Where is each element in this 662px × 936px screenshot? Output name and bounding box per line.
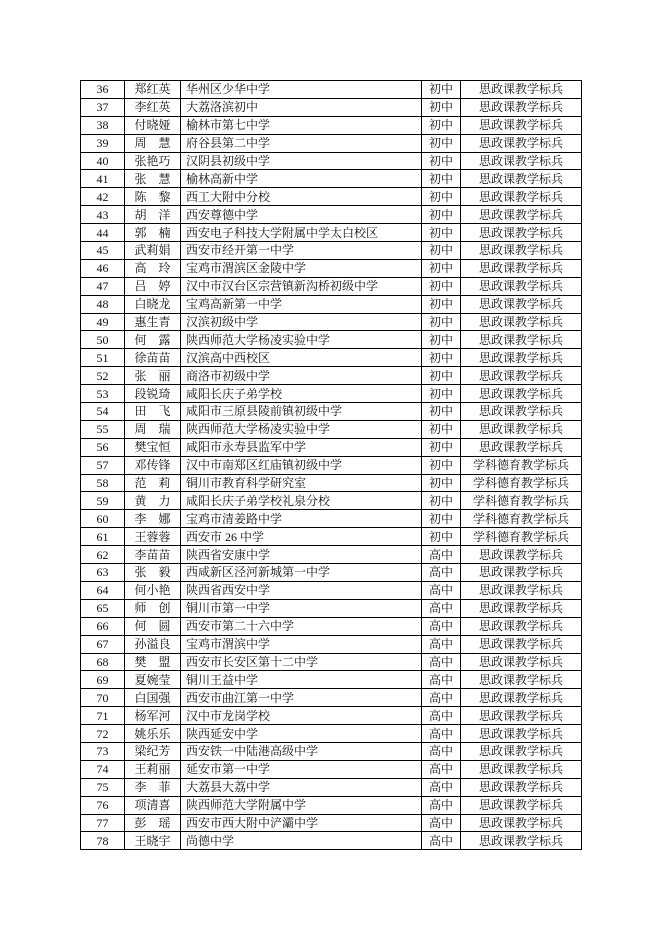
table-row xyxy=(81,564,582,582)
teacher-name-cell: 姚乐乐 xyxy=(125,725,181,743)
table-row xyxy=(81,796,582,814)
school-level-cell: 初中 xyxy=(422,456,461,474)
row-number-cell: 49 xyxy=(81,313,125,331)
row-number-cell: 43 xyxy=(81,206,125,224)
teacher-name-cell: 樊宝恒 xyxy=(125,438,181,456)
school-name-cell: 汉阴县初级中学 xyxy=(181,152,422,170)
award-title-cell: 思政课教学标兵 xyxy=(461,814,582,832)
table-row xyxy=(81,725,582,743)
school-name-cell: 陕西延安中学 xyxy=(181,725,422,743)
school-name-cell: 榆林高新中学 xyxy=(181,170,422,188)
teacher-name-cell: 樊 盟 xyxy=(125,653,181,671)
table-row xyxy=(81,349,582,367)
teacher-name-cell: 梁纪芳 xyxy=(125,742,181,760)
school-level-cell: 初中 xyxy=(422,242,461,260)
teacher-name-cell: 白晓龙 xyxy=(125,295,181,313)
award-title-cell: 思政课教学标兵 xyxy=(461,224,582,242)
table-row xyxy=(81,98,582,116)
row-number-cell: 56 xyxy=(81,438,125,456)
teacher-name-cell: 张艳巧 xyxy=(125,152,181,170)
award-title-cell: 思政课教学标兵 xyxy=(461,116,582,134)
table-row xyxy=(81,832,582,850)
table-row xyxy=(81,438,582,456)
row-number-cell: 44 xyxy=(81,224,125,242)
row-number-cell: 38 xyxy=(81,116,125,134)
row-number-cell: 68 xyxy=(81,653,125,671)
teacher-name-cell: 陈 黎 xyxy=(125,188,181,206)
award-title-cell: 思政课教学标兵 xyxy=(461,420,582,438)
award-list-table xyxy=(80,80,582,850)
school-name-cell: 西安市第二十六中学 xyxy=(181,617,422,635)
row-number-cell: 55 xyxy=(81,420,125,438)
table-row xyxy=(81,259,582,277)
table-row xyxy=(81,367,582,385)
award-title-cell: 思政课教学标兵 xyxy=(461,385,582,403)
teacher-name-cell: 郭 楠 xyxy=(125,224,181,242)
school-name-cell: 宝鸡市渭滨区金陵中学 xyxy=(181,259,422,277)
row-number-cell: 72 xyxy=(81,725,125,743)
school-level-cell: 初中 xyxy=(422,403,461,421)
teacher-name-cell: 范 莉 xyxy=(125,474,181,492)
table-row xyxy=(81,492,582,510)
row-number-cell: 57 xyxy=(81,456,125,474)
teacher-name-cell: 徐苗苗 xyxy=(125,349,181,367)
award-title-cell: 学科德育教学标兵 xyxy=(461,456,582,474)
award-title-cell: 思政课教学标兵 xyxy=(461,671,582,689)
school-level-cell: 初中 xyxy=(422,420,461,438)
row-number-cell: 51 xyxy=(81,349,125,367)
table-row xyxy=(81,152,582,170)
teacher-name-cell: 李苗苗 xyxy=(125,546,181,564)
award-title-cell: 思政课教学标兵 xyxy=(461,188,582,206)
table-row xyxy=(81,206,582,224)
school-level-cell: 初中 xyxy=(422,528,461,546)
school-name-cell: 西安市长安区第十二中学 xyxy=(181,653,422,671)
school-level-cell: 高中 xyxy=(422,760,461,778)
school-name-cell: 大荔县大荔中学 xyxy=(181,778,422,796)
school-name-cell: 西安市经开第一中学 xyxy=(181,242,422,260)
row-number-cell: 59 xyxy=(81,492,125,510)
award-title-cell: 思政课教学标兵 xyxy=(461,242,582,260)
school-level-cell: 高中 xyxy=(422,689,461,707)
award-title-cell: 思政课教学标兵 xyxy=(461,438,582,456)
table-row xyxy=(81,671,582,689)
school-level-cell: 高中 xyxy=(422,832,461,850)
teacher-name-cell: 王蓉蓉 xyxy=(125,528,181,546)
row-number-cell: 45 xyxy=(81,242,125,260)
table-row xyxy=(81,581,582,599)
school-level-cell: 高中 xyxy=(422,778,461,796)
teacher-name-cell: 孙溢良 xyxy=(125,635,181,653)
row-number-cell: 70 xyxy=(81,689,125,707)
table-row xyxy=(81,689,582,707)
table-row xyxy=(81,510,582,528)
row-number-cell: 75 xyxy=(81,778,125,796)
school-level-cell: 高中 xyxy=(422,546,461,564)
school-name-cell: 汉滨高中西校区 xyxy=(181,349,422,367)
table-row xyxy=(81,546,582,564)
award-title-cell: 思政课教学标兵 xyxy=(461,635,582,653)
row-number-cell: 39 xyxy=(81,134,125,152)
school-level-cell: 初中 xyxy=(422,474,461,492)
table-row xyxy=(81,653,582,671)
school-name-cell: 铜川市第一中学 xyxy=(181,599,422,617)
school-name-cell: 铜川王益中学 xyxy=(181,671,422,689)
row-number-cell: 66 xyxy=(81,617,125,635)
school-level-cell: 初中 xyxy=(422,152,461,170)
row-number-cell: 73 xyxy=(81,742,125,760)
table-row xyxy=(81,295,582,313)
teacher-name-cell: 段锐琦 xyxy=(125,385,181,403)
school-name-cell: 汉中市汉台区宗营镇新沟桥初级中学 xyxy=(181,277,422,295)
award-title-cell: 思政课教学标兵 xyxy=(461,152,582,170)
teacher-name-cell: 付晓娅 xyxy=(125,116,181,134)
teacher-name-cell: 王晓宇 xyxy=(125,832,181,850)
school-level-cell: 初中 xyxy=(422,367,461,385)
row-number-cell: 61 xyxy=(81,528,125,546)
school-name-cell: 咸阳市永寿县监军中学 xyxy=(181,438,422,456)
award-title-cell: 思政课教学标兵 xyxy=(461,796,582,814)
table-row xyxy=(81,116,582,134)
award-title-cell: 思政课教学标兵 xyxy=(461,134,582,152)
school-level-cell: 初中 xyxy=(422,277,461,295)
school-level-cell: 初中 xyxy=(422,206,461,224)
teacher-name-cell: 师 创 xyxy=(125,599,181,617)
row-number-cell: 41 xyxy=(81,170,125,188)
row-number-cell: 76 xyxy=(81,796,125,814)
award-title-cell: 思政课教学标兵 xyxy=(461,760,582,778)
school-name-cell: 西安市曲江第一中学 xyxy=(181,689,422,707)
table-row xyxy=(81,474,582,492)
school-name-cell: 陕西省西安中学 xyxy=(181,581,422,599)
school-name-cell: 西安电子科技大学附属中学太白校区 xyxy=(181,224,422,242)
award-title-cell: 思政课教学标兵 xyxy=(461,742,582,760)
award-title-cell: 思政课教学标兵 xyxy=(461,259,582,277)
school-level-cell: 初中 xyxy=(422,98,461,116)
award-title-cell: 思政课教学标兵 xyxy=(461,295,582,313)
row-number-cell: 54 xyxy=(81,403,125,421)
row-number-cell: 40 xyxy=(81,152,125,170)
row-number-cell: 36 xyxy=(81,81,125,99)
teacher-name-cell: 何小艳 xyxy=(125,581,181,599)
school-name-cell: 华州区少华中学 xyxy=(181,81,422,99)
school-level-cell: 初中 xyxy=(422,81,461,99)
school-name-cell: 宝鸡高新第一中学 xyxy=(181,295,422,313)
award-title-cell: 学科德育教学标兵 xyxy=(461,474,582,492)
school-name-cell: 榆林市第七中学 xyxy=(181,116,422,134)
table-row xyxy=(81,635,582,653)
table-row xyxy=(81,617,582,635)
teacher-name-cell: 何 露 xyxy=(125,331,181,349)
teacher-name-cell: 白国强 xyxy=(125,689,181,707)
school-name-cell: 汉滨初级中学 xyxy=(181,313,422,331)
school-name-cell: 咸阳长庆子弟学校 xyxy=(181,385,422,403)
table-row xyxy=(81,420,582,438)
row-number-cell: 52 xyxy=(81,367,125,385)
award-title-cell: 思政课教学标兵 xyxy=(461,367,582,385)
school-name-cell: 宝鸡市渭滨中学 xyxy=(181,635,422,653)
school-level-cell: 初中 xyxy=(422,224,461,242)
row-number-cell: 50 xyxy=(81,331,125,349)
table-row xyxy=(81,81,582,99)
school-name-cell: 商洛市初级中学 xyxy=(181,367,422,385)
school-level-cell: 初中 xyxy=(422,510,461,528)
table-row xyxy=(81,331,582,349)
school-level-cell: 初中 xyxy=(422,492,461,510)
table-row xyxy=(81,277,582,295)
school-name-cell: 西咸新区泾河新城第一中学 xyxy=(181,564,422,582)
school-level-cell: 初中 xyxy=(422,385,461,403)
teacher-name-cell: 高 玲 xyxy=(125,259,181,277)
row-number-cell: 64 xyxy=(81,581,125,599)
award-title-cell: 思政课教学标兵 xyxy=(461,581,582,599)
school-name-cell: 西安市西大附中浐灞中学 xyxy=(181,814,422,832)
award-title-cell: 思政课教学标兵 xyxy=(461,206,582,224)
table-row xyxy=(81,242,582,260)
row-number-cell: 74 xyxy=(81,760,125,778)
row-number-cell: 69 xyxy=(81,671,125,689)
school-level-cell: 高中 xyxy=(422,814,461,832)
school-level-cell: 初中 xyxy=(422,259,461,277)
teacher-name-cell: 张 慧 xyxy=(125,170,181,188)
award-title-cell: 思政课教学标兵 xyxy=(461,599,582,617)
award-title-cell: 思政课教学标兵 xyxy=(461,778,582,796)
school-level-cell: 高中 xyxy=(422,796,461,814)
teacher-name-cell: 武莉娟 xyxy=(125,242,181,260)
table-row xyxy=(81,760,582,778)
award-title-cell: 思政课教学标兵 xyxy=(461,725,582,743)
table-row xyxy=(81,707,582,725)
row-number-cell: 67 xyxy=(81,635,125,653)
award-title-cell: 思政课教学标兵 xyxy=(461,707,582,725)
school-name-cell: 尚德中学 xyxy=(181,832,422,850)
teacher-name-cell: 田 飞 xyxy=(125,403,181,421)
school-name-cell: 西安市 26 中学 xyxy=(181,528,422,546)
teacher-name-cell: 李 娜 xyxy=(125,510,181,528)
teacher-name-cell: 周 慧 xyxy=(125,134,181,152)
school-name-cell: 咸阳市三原县陵前镇初级中学 xyxy=(181,403,422,421)
school-name-cell: 汉中市南郑区红庙镇初级中学 xyxy=(181,456,422,474)
school-name-cell: 大荔洛滨初中 xyxy=(181,98,422,116)
table-row xyxy=(81,313,582,331)
table-row xyxy=(81,224,582,242)
school-level-cell: 初中 xyxy=(422,438,461,456)
school-name-cell: 陕西省安康中学 xyxy=(181,546,422,564)
school-level-cell: 高中 xyxy=(422,742,461,760)
teacher-name-cell: 惠生青 xyxy=(125,313,181,331)
school-name-cell: 西安尊德中学 xyxy=(181,206,422,224)
table-body xyxy=(81,81,582,850)
row-number-cell: 53 xyxy=(81,385,125,403)
row-number-cell: 63 xyxy=(81,564,125,582)
school-name-cell: 铜川市教育科学研究室 xyxy=(181,474,422,492)
row-number-cell: 62 xyxy=(81,546,125,564)
teacher-name-cell: 吕 婷 xyxy=(125,277,181,295)
school-level-cell: 初中 xyxy=(422,170,461,188)
teacher-name-cell: 彭 瑶 xyxy=(125,814,181,832)
row-number-cell: 42 xyxy=(81,188,125,206)
school-level-cell: 高中 xyxy=(422,635,461,653)
table-row xyxy=(81,742,582,760)
award-title-cell: 学科德育教学标兵 xyxy=(461,510,582,528)
award-title-cell: 思政课教学标兵 xyxy=(461,689,582,707)
award-title-cell: 思政课教学标兵 xyxy=(461,313,582,331)
teacher-name-cell: 张 毅 xyxy=(125,564,181,582)
teacher-name-cell: 项清喜 xyxy=(125,796,181,814)
teacher-name-cell: 杨军河 xyxy=(125,707,181,725)
teacher-name-cell: 郑红英 xyxy=(125,81,181,99)
school-level-cell: 高中 xyxy=(422,564,461,582)
row-number-cell: 47 xyxy=(81,277,125,295)
award-title-cell: 思政课教学标兵 xyxy=(461,81,582,99)
table-row xyxy=(81,385,582,403)
row-number-cell: 65 xyxy=(81,599,125,617)
school-level-cell: 初中 xyxy=(422,331,461,349)
school-name-cell: 陕西师范大学附属中学 xyxy=(181,796,422,814)
teacher-name-cell: 胡 洋 xyxy=(125,206,181,224)
table-row xyxy=(81,528,582,546)
row-number-cell: 46 xyxy=(81,259,125,277)
teacher-name-cell: 李 菲 xyxy=(125,778,181,796)
school-level-cell: 高中 xyxy=(422,725,461,743)
award-title-cell: 思政课教学标兵 xyxy=(461,653,582,671)
school-level-cell: 高中 xyxy=(422,671,461,689)
award-title-cell: 思政课教学标兵 xyxy=(461,277,582,295)
award-title-cell: 思政课教学标兵 xyxy=(461,98,582,116)
teacher-name-cell: 王莉丽 xyxy=(125,760,181,778)
teacher-name-cell: 李红英 xyxy=(125,98,181,116)
school-name-cell: 府谷县第二中学 xyxy=(181,134,422,152)
school-name-cell: 宝鸡市清姜路中学 xyxy=(181,510,422,528)
school-level-cell: 高中 xyxy=(422,617,461,635)
award-title-cell: 思政课教学标兵 xyxy=(461,349,582,367)
table-row xyxy=(81,456,582,474)
school-level-cell: 初中 xyxy=(422,188,461,206)
row-number-cell: 71 xyxy=(81,707,125,725)
teacher-name-cell: 张 丽 xyxy=(125,367,181,385)
teacher-name-cell: 邓传锋 xyxy=(125,456,181,474)
row-number-cell: 77 xyxy=(81,814,125,832)
award-title-cell: 思政课教学标兵 xyxy=(461,564,582,582)
school-level-cell: 高中 xyxy=(422,599,461,617)
teacher-name-cell: 黄 力 xyxy=(125,492,181,510)
award-title-cell: 思政课教学标兵 xyxy=(461,403,582,421)
award-title-cell: 思政课教学标兵 xyxy=(461,546,582,564)
school-level-cell: 初中 xyxy=(422,349,461,367)
school-name-cell: 陕西师范大学杨凌实验中学 xyxy=(181,420,422,438)
table-row xyxy=(81,814,582,832)
school-name-cell: 汉中市龙岗学校 xyxy=(181,707,422,725)
award-title-cell: 思政课教学标兵 xyxy=(461,617,582,635)
row-number-cell: 48 xyxy=(81,295,125,313)
school-name-cell: 延安市第一中学 xyxy=(181,760,422,778)
school-name-cell: 陕西师范大学杨凌实验中学 xyxy=(181,331,422,349)
school-name-cell: 西安铁一中陆港高级中学 xyxy=(181,742,422,760)
table-row xyxy=(81,170,582,188)
award-title-cell: 思政课教学标兵 xyxy=(461,331,582,349)
school-level-cell: 高中 xyxy=(422,707,461,725)
school-level-cell: 初中 xyxy=(422,295,461,313)
school-name-cell: 咸阳长庆子弟学校礼泉分校 xyxy=(181,492,422,510)
award-title-cell: 思政课教学标兵 xyxy=(461,170,582,188)
teacher-name-cell: 周 瑞 xyxy=(125,420,181,438)
teacher-name-cell: 何 圆 xyxy=(125,617,181,635)
school-level-cell: 初中 xyxy=(422,134,461,152)
school-level-cell: 高中 xyxy=(422,653,461,671)
row-number-cell: 60 xyxy=(81,510,125,528)
award-title-cell: 思政课教学标兵 xyxy=(461,832,582,850)
row-number-cell: 37 xyxy=(81,98,125,116)
table-row xyxy=(81,134,582,152)
table-row xyxy=(81,599,582,617)
table-row xyxy=(81,403,582,421)
school-name-cell: 西工大附中分校 xyxy=(181,188,422,206)
school-level-cell: 初中 xyxy=(422,313,461,331)
award-title-cell: 学科德育教学标兵 xyxy=(461,492,582,510)
row-number-cell: 78 xyxy=(81,832,125,850)
school-level-cell: 初中 xyxy=(422,116,461,134)
row-number-cell: 58 xyxy=(81,474,125,492)
award-title-cell: 学科德育教学标兵 xyxy=(461,528,582,546)
table-row xyxy=(81,188,582,206)
school-level-cell: 高中 xyxy=(422,581,461,599)
table-row xyxy=(81,778,582,796)
teacher-name-cell: 夏婉莹 xyxy=(125,671,181,689)
